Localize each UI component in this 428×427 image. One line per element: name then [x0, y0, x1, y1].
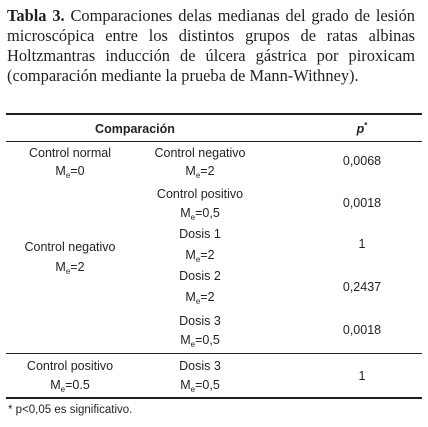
table-caption	[7, 6, 415, 86]
right-dosis2-name: Dosis 2	[179, 269, 221, 283]
header-p-letter: p	[356, 122, 365, 136]
p-negativo-vs-dosis2: 0,2437	[342, 280, 382, 294]
right-dosis3-me: $M_e=0,5$	[180, 333, 220, 349]
right-control-positivo-me: $M_e=0,5$	[180, 206, 220, 222]
left-control-normal-name: Control normal	[29, 146, 111, 160]
top-rule	[6, 113, 422, 115]
right-dosis1-me: $M_e=2$	[185, 248, 215, 264]
group-rule	[6, 353, 422, 354]
right-dosis1-name: Dosis 1	[179, 227, 221, 241]
p-normal-vs-positivo: 0,0018	[342, 196, 382, 210]
bottom-rule	[6, 397, 422, 399]
footnote-mark: *	[8, 404, 13, 416]
footnote	[8, 403, 132, 417]
header-rule	[6, 141, 422, 142]
left-control-positivo-me: $M_e=0.5$	[50, 378, 90, 394]
header-p	[340, 122, 384, 137]
p-negativo-vs-dosis1: 1	[358, 237, 366, 251]
header-comparison: Comparación	[95, 122, 175, 136]
p-normal-vs-negativo: 0,0068	[342, 154, 382, 168]
header-p-mark: *	[364, 121, 368, 130]
right-dosis3-last-name: Dosis 3	[179, 359, 221, 373]
right-control-negativo-me: $M_e=2$	[185, 164, 215, 180]
footnote-text: p<0,05 es significativo.	[12, 404, 133, 416]
right-control-negativo-name: Control negativo	[154, 146, 246, 160]
left-control-positivo-name: Control positivo	[26, 359, 114, 373]
right-dosis3-last-me: $M_e=0,5$	[180, 378, 220, 394]
caption-text: Comparaciones delas medianas del grado de lesión microscópica entre los distintos grupos de ratas albinas Holtzmantras inducción de úlcera gástrica por piroxicam (comparación mediante la prueba de Mann-Withney).	[7, 6, 415, 85]
right-control-positivo-name: Control positivo	[156, 187, 244, 201]
left-control-negativo-name: Control negativo	[24, 240, 116, 254]
left-control-negativo-me: $M_e=2$	[55, 260, 85, 276]
p-positivo-vs-dosis3: 1	[358, 369, 366, 383]
left-control-normal-me: $M_e=0$	[55, 164, 85, 180]
right-dosis3-name: Dosis 3	[179, 314, 221, 328]
right-dosis2-me: $M_e=2$	[185, 290, 215, 306]
p-negativo-vs-dosis3: 0,0018	[342, 323, 382, 337]
table-label: Tabla 3.	[7, 6, 65, 25]
